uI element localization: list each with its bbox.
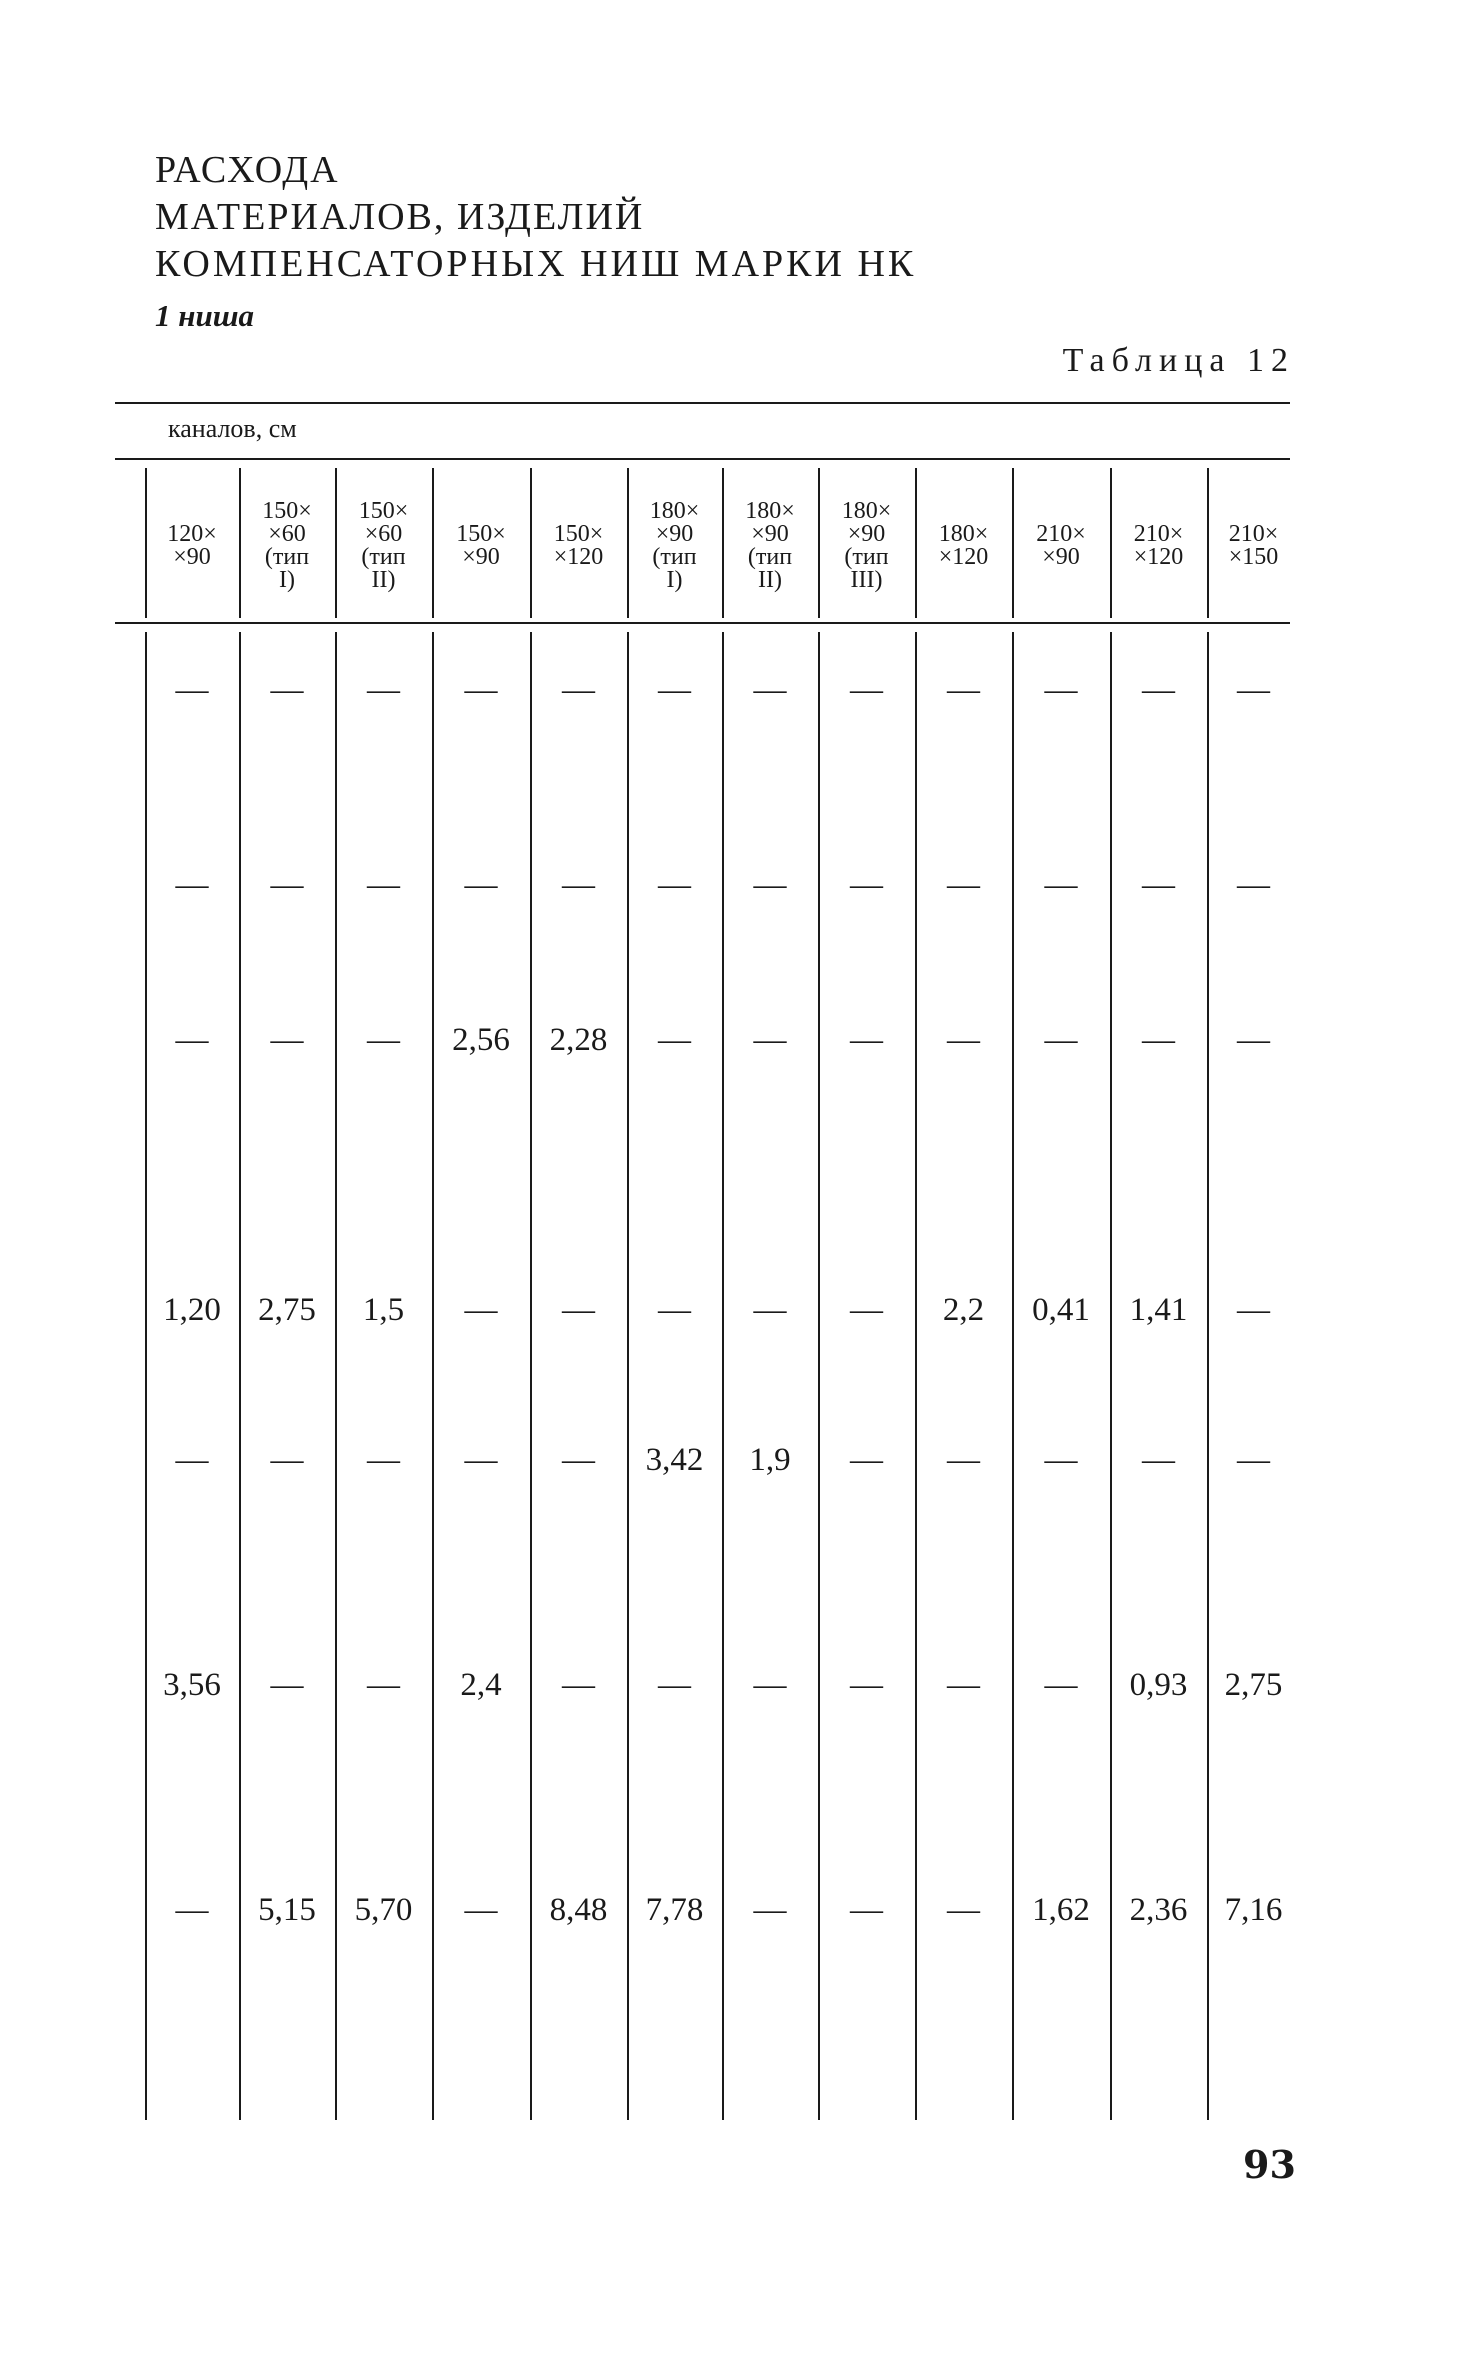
table-cell: — <box>175 867 209 903</box>
table-cell: — <box>1044 672 1078 708</box>
table-cell: — <box>947 1892 980 1928</box>
column-header: 150× ×90 <box>456 521 506 570</box>
table-cell: 1,62 <box>1032 1892 1090 1928</box>
table-cell: 1,41 <box>1129 1292 1188 1328</box>
table-cell: — <box>1044 867 1078 903</box>
table-cell: — <box>367 1442 400 1478</box>
table-cell: — <box>367 1022 400 1058</box>
table-cell: — <box>464 867 498 903</box>
table-cell: 1,20 <box>163 1292 221 1328</box>
table-cell: — <box>562 1667 595 1703</box>
table-cell: — <box>753 672 787 708</box>
column-header: 150× ×60 (тип I) <box>262 498 312 593</box>
column-header: 210× ×120 <box>1133 521 1184 570</box>
table-cell: 0,41 <box>1032 1292 1090 1328</box>
table-cell: — <box>850 1292 883 1328</box>
table-cell: — <box>175 1022 209 1058</box>
table-cell: — <box>753 1667 787 1703</box>
table-cell: 2,4 <box>460 1667 502 1703</box>
table-cell: — <box>753 1292 787 1328</box>
column-header: 180× ×90 (тип II) <box>745 498 795 593</box>
table-cell: — <box>367 672 400 708</box>
page-number: 93 <box>1243 2142 1296 2187</box>
table-cell: — <box>464 1292 498 1328</box>
table-cell: 2,2 <box>942 1292 985 1328</box>
table-cell: 2,36 <box>1129 1892 1188 1928</box>
table-cell: — <box>658 1667 691 1703</box>
table-cell: — <box>270 1022 304 1058</box>
table-top-rule <box>115 402 1290 404</box>
table-cell: — <box>1237 1442 1270 1478</box>
table-cell: — <box>464 1442 498 1478</box>
table-cell: — <box>367 1667 400 1703</box>
table-cell: — <box>1044 1442 1078 1478</box>
table-cell: — <box>1142 1022 1175 1058</box>
table-cell: — <box>947 867 980 903</box>
table-cell: — <box>658 1292 691 1328</box>
table-cell: — <box>1237 672 1270 708</box>
column-header: 210× ×150 <box>1228 521 1279 570</box>
table-cell: 2,75 <box>1224 1667 1283 1703</box>
column-header: 150× ×60 (тип II) <box>358 498 409 593</box>
table-cell: — <box>850 1892 883 1928</box>
table-cell: 8,48 <box>549 1892 608 1928</box>
table-cell: — <box>562 672 595 708</box>
table-cell: 2,56 <box>452 1022 510 1058</box>
column-header: 210× ×90 <box>1036 521 1086 570</box>
title-line-3: КОМПЕНСАТОРНЫХ НИШ МАРКИ НК <box>155 243 917 285</box>
table-cell: — <box>175 1442 209 1478</box>
table-cell: 3,56 <box>163 1667 221 1703</box>
table-cell: — <box>947 672 980 708</box>
table-cell: — <box>1237 867 1270 903</box>
column-header-rule <box>115 622 1290 624</box>
table-cell: 3,42 <box>645 1442 704 1478</box>
table-cell: — <box>270 1667 304 1703</box>
table-cell: — <box>1142 672 1175 708</box>
table-cell: — <box>175 672 209 708</box>
column-header: 180× ×90 (тип I) <box>649 498 700 593</box>
title-line-1: РАСХОДА <box>155 149 340 191</box>
table-cell: — <box>753 1022 787 1058</box>
table-cell: — <box>175 1892 209 1928</box>
table-cell: — <box>658 867 691 903</box>
table-cell: — <box>850 1442 883 1478</box>
group-header-rule <box>115 458 1290 460</box>
table-cell: 1,9 <box>749 1442 791 1478</box>
table-cell: 5,70 <box>354 1892 413 1928</box>
table-cell: 1,5 <box>362 1292 405 1328</box>
table-cell: — <box>947 1667 980 1703</box>
table-cell: — <box>562 867 595 903</box>
table-cell: — <box>367 867 400 903</box>
table-cell: 7,78 <box>645 1892 704 1928</box>
table-cell: — <box>753 1892 787 1928</box>
table-cell: — <box>1142 867 1175 903</box>
table-cell: — <box>947 1022 980 1058</box>
table-cell: — <box>850 672 883 708</box>
table-cell: — <box>850 1667 883 1703</box>
table-cell: — <box>562 1292 595 1328</box>
table-cell: — <box>850 1022 883 1058</box>
table-cell: 7,16 <box>1224 1892 1283 1928</box>
table-cell: 2,75 <box>258 1292 316 1328</box>
table-cell: — <box>270 867 304 903</box>
table-cell: — <box>753 867 787 903</box>
column-header: 180× ×90 (тип III) <box>841 498 892 593</box>
table-cell: — <box>1044 1667 1078 1703</box>
table-cell: 0,93 <box>1129 1667 1188 1703</box>
table-cell: — <box>658 672 691 708</box>
table-cell: — <box>1237 1292 1270 1328</box>
table-cell: — <box>562 1442 595 1478</box>
table-cell: 5,15 <box>258 1892 316 1928</box>
table-cell: — <box>947 1442 980 1478</box>
table-cell: — <box>1142 1442 1175 1478</box>
table-cell: 2,28 <box>549 1022 608 1058</box>
column-header: 150× ×120 <box>553 521 604 570</box>
table-cell: — <box>270 672 304 708</box>
column-header: 120× ×90 <box>167 521 217 570</box>
column-header: 180× ×120 <box>938 521 989 570</box>
group-header: каналов, см <box>168 414 297 443</box>
table-cell: — <box>850 867 883 903</box>
table-label: Таблица 12 <box>1062 342 1295 379</box>
title-line-2: МАТЕРИАЛОВ, ИЗДЕЛИЙ <box>155 196 645 238</box>
table-cell: — <box>1044 1022 1078 1058</box>
table-cell: — <box>464 672 498 708</box>
table-cell: — <box>270 1442 304 1478</box>
table-cell: — <box>658 1022 691 1058</box>
table-cell: — <box>464 1892 498 1928</box>
subtitle: 1 ниша <box>155 298 255 333</box>
table-cell: — <box>1237 1022 1270 1058</box>
